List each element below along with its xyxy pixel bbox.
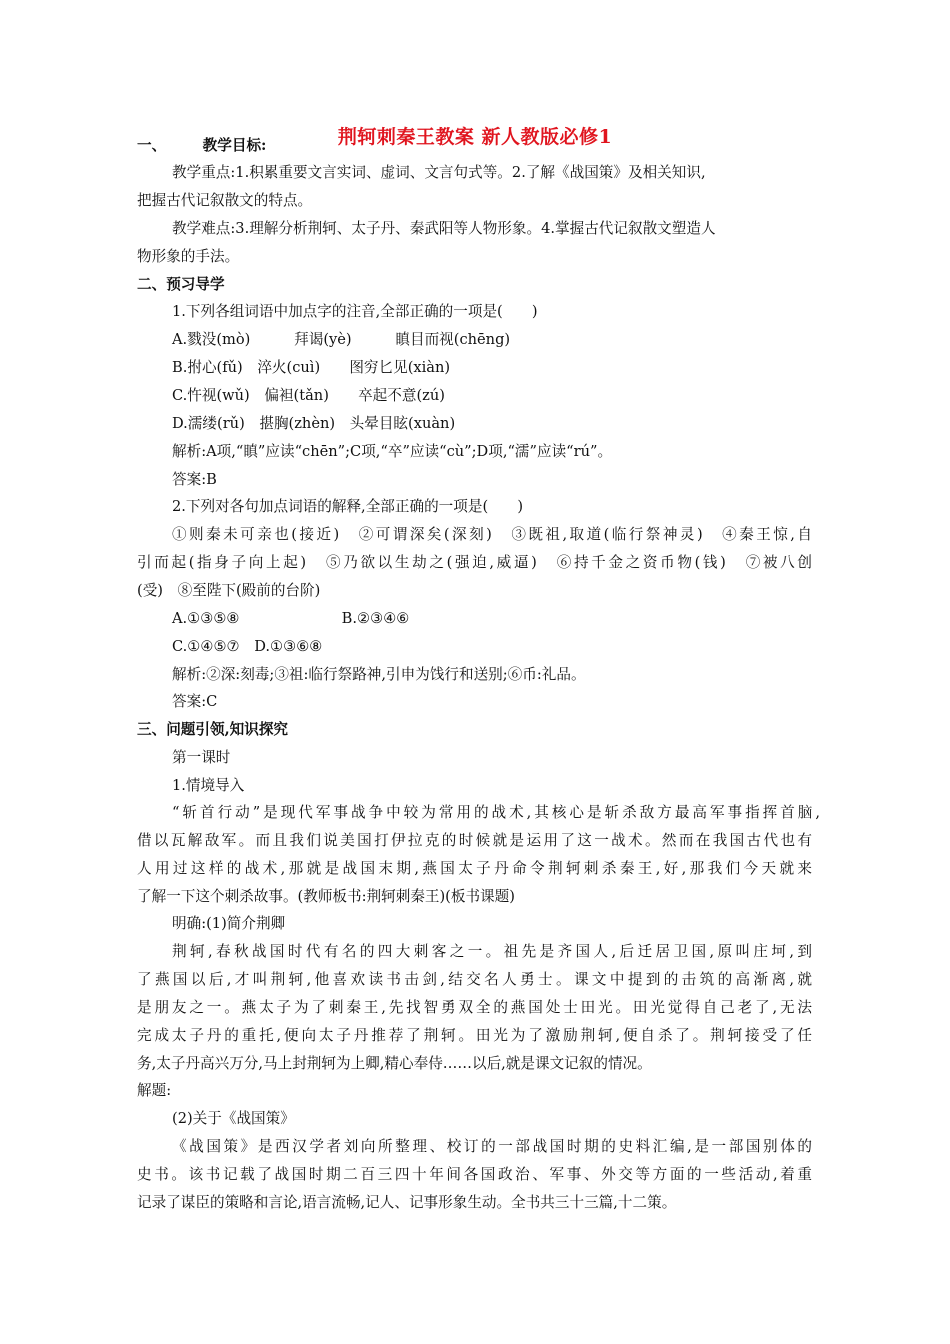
text-line: 引而起(指身子向上起) ⑤乃欲以生劫之(强迫,威逼) ⑥持千金之资币物(钱) ⑦被八创 [137, 554, 812, 571]
document-title: 荆轲刺秦王教案 新人教版必修1 [337, 126, 613, 148]
text-line: C.忤视(wǔ) 偏袒(tǎn) 卒起不意(zú) [172, 387, 445, 404]
text-line: 1.情境导入 [172, 777, 245, 794]
text-line: 第一课时 [172, 749, 231, 766]
text-line: 完成太子丹的重托,便向太子丹推荐了荆轲。田光为了激励荆轲,便自杀了。荆轲接受了任 [137, 1027, 812, 1044]
text-line: 荆轲,春秋战国时代有名的四大刺客之一。祖先是齐国人,后迁居卫国,原叫庄坷,到 [172, 943, 812, 960]
text-line: 1.下列各组词语中加点字的注音,全部正确的一项是( ) [172, 303, 538, 320]
text-line: 了解一下这个刺杀故事。(教师板书:荆轲刺秦王)(板书课题) [137, 888, 515, 905]
text-line: 明确:(1)简介荆卿 [172, 915, 286, 932]
text-line: 一、 教学目标: [137, 137, 267, 154]
text-line: 答案:B [172, 471, 217, 488]
text-line: A.戮没(mò) 拜谒(yè) 瞋目而视(chēng) [172, 331, 511, 348]
text-line: D.濡缕(rǔ) 揕胸(zhèn) 头晕目眩(xuàn) [172, 415, 456, 432]
text-line: (2)关于《战国策》 [172, 1110, 295, 1127]
text-line: 解析:②深:刻毒;③祖:临行祭路神,引申为饯行和送别;⑥币:礼品。 [172, 666, 586, 683]
text-line: (受) ⑧至陛下(殿前的台阶) [137, 582, 321, 599]
text-line: 史书。该书记载了战国时期二百三四十年间各国政治、军事、外交等方面的一些活动,着重 [137, 1166, 812, 1183]
text-line: B.拊心(fǔ) 淬火(cuì) 图穷匕见(xiàn) [172, 359, 451, 376]
text-line: 借以瓦解敌军。而且我们说美国打伊拉克的时候就是运用了这一战术。然而在我国古代也有 [137, 832, 812, 849]
text-line: 2.下列对各句加点词语的解释,全部正确的一项是( ) [172, 498, 524, 515]
text-line: 解题: [137, 1082, 172, 1099]
text-line: 教学重点:1.积累重要文言实词、虚词、文言句式等。2.了解《战国策》及相关知识, [172, 164, 706, 181]
text-line: 《战国策》是西汉学者刘向所整理、校订的一部战国时期的史料汇编,是一部国别体的 [172, 1138, 812, 1155]
text-line: 答案:C [172, 693, 218, 710]
text-line: “斩首行动”是现代军事战争中较为常用的战术,其核心是斩杀敌方最高军事指挥首脑, [172, 804, 820, 821]
text-line: 教学难点:3.理解分析荆轲、太子丹、秦武阳等人物形象。4.掌握古代记叙散文塑造人 [172, 220, 716, 237]
text-line: C.①④⑤⑦ D.①③⑥⑧ [172, 638, 323, 655]
text-line: ①则秦未可亲也(接近) ②可谓深矣(深刻) ③既祖,取道(临行祭神灵) ④秦王惊,自 [172, 526, 812, 543]
text-line: 是朋友之一。燕太子为了刺秦王,先找智勇双全的燕国处士田光。田光觉得自己老了,无法 [137, 999, 812, 1016]
text-line: 物形象的手法。 [137, 248, 240, 265]
text-line: 解析:A项,“瞋”应读“chēn”;C项,“卒”应读“cù”;D项,“濡”应读“rú”。 [172, 443, 613, 460]
text-line: A.①③⑤⑧ B.②③④⑥ [172, 610, 410, 627]
text-line: 三、问题引领,知识探究 [137, 721, 289, 738]
text-line: 二、预习导学 [137, 276, 225, 293]
text-line: 了燕国以后,才叫荆轲,他喜欢读书击剑,结交名人勇士。课文中提到的击筑的高渐离,就 [137, 971, 812, 988]
text-line: 人用过这样的战术,那就是战国末期,燕国太子丹命令荆轲刺杀秦王,好,那我们今天就来 [137, 860, 812, 877]
text-line: 把握古代记叙散文的特点。 [137, 192, 313, 209]
text-line: 务,太子丹高兴万分,马上封荆轲为上卿,精心奉侍……以后,就是课文记叙的情况。 [137, 1055, 652, 1072]
text-line: 记录了谋臣的策略和言论,语言流畅,记人、记事形象生动。全书共三十三篇,十二策。 [137, 1194, 677, 1211]
